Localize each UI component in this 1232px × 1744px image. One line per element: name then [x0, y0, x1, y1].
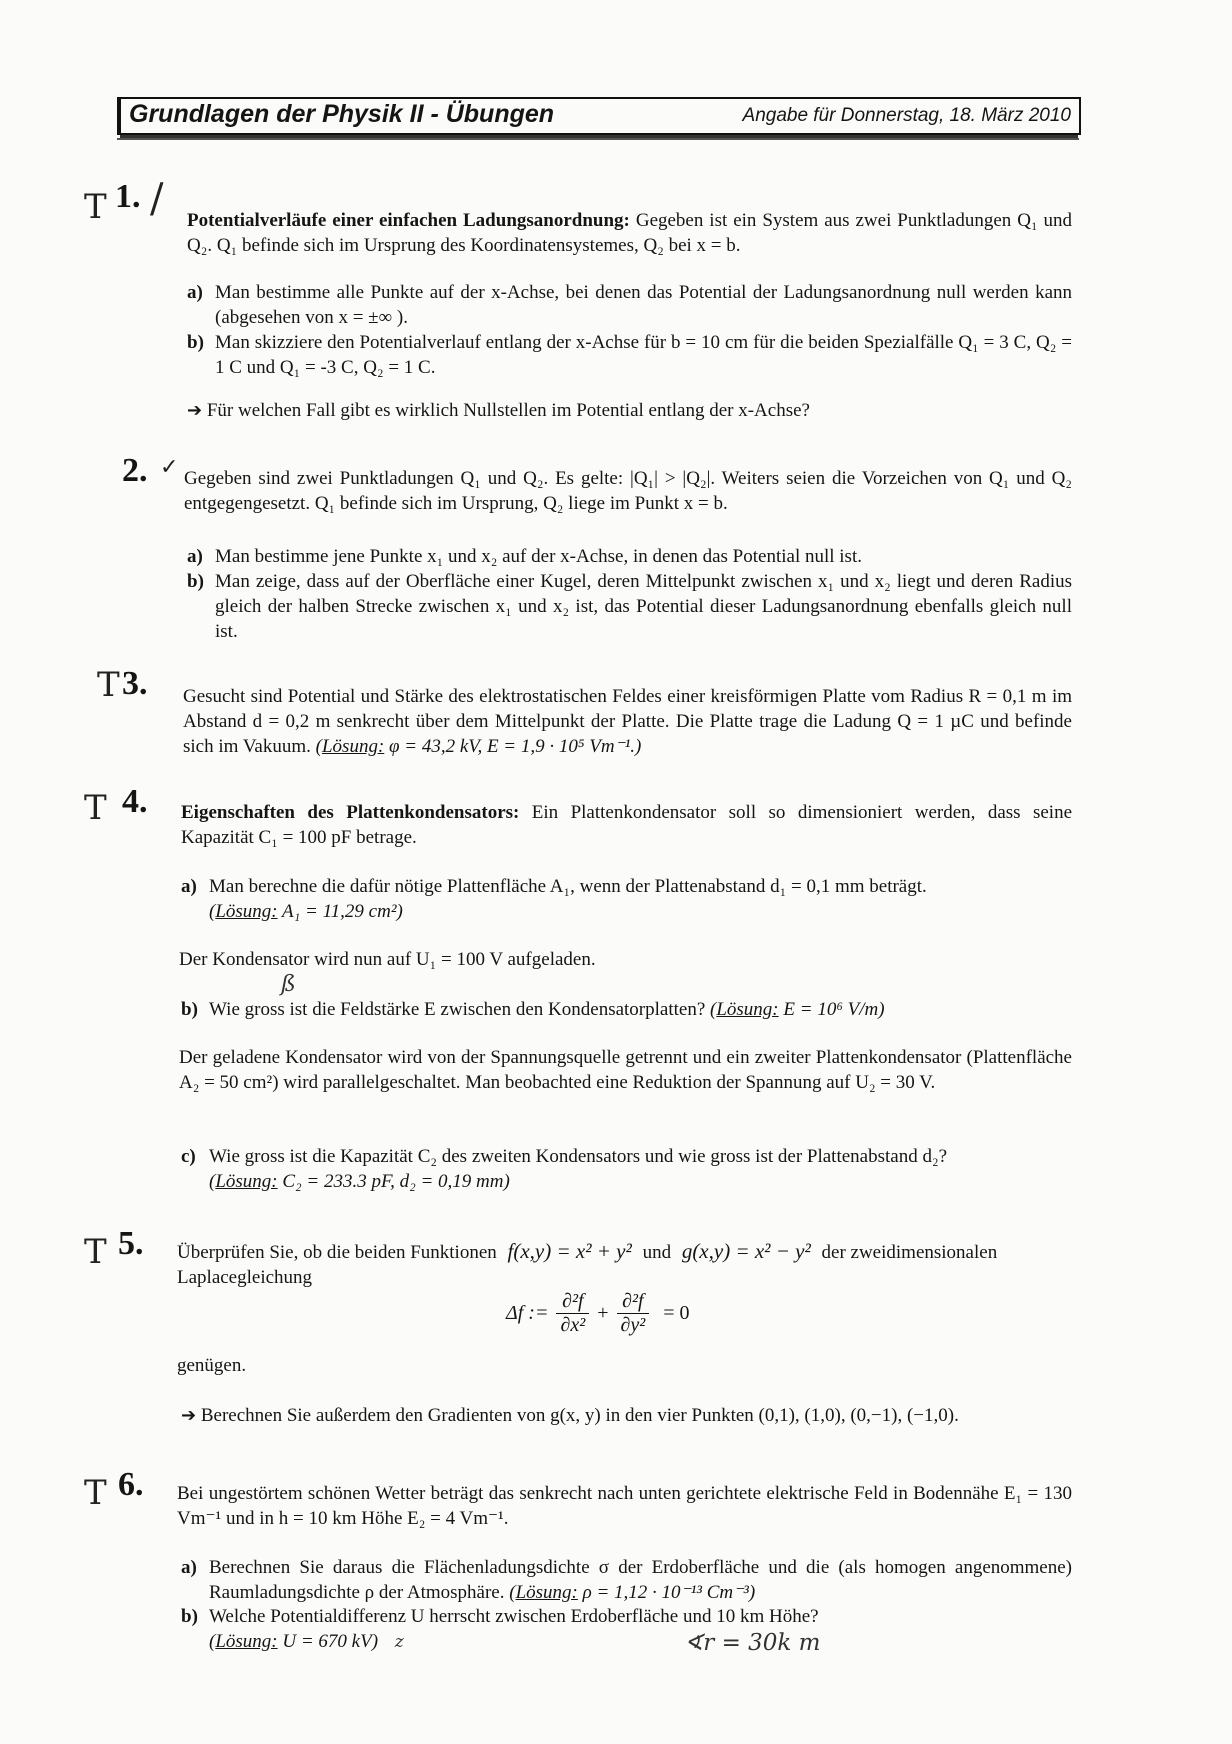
solution-label: Lösung: [215, 901, 278, 922]
arrow-icon: ➔ [181, 1405, 197, 1426]
numerator-2: ∂²f [617, 1290, 650, 1314]
problem-6-a-text: Berechnen Sie daraus die Flächenladungsdichte σ der Erdoberfläche und die (als homogen angenommene) Raumladungsdichte ρ der Atmosphäre. [209, 1557, 1072, 1603]
problem-3-solution: φ = 43,2 kV, E = 1,9 · 10⁵ Vm⁻¹. [389, 736, 636, 757]
problem-3-body: Gesucht sind Potential und Stärke des elektrostatischen Feldes einer kreisförmigen Platte vom Radius R = 0,1 m im Abstand d = 0,2 m senkrecht über dem Mittelpunkt der Platte. Die Platte trage die Ladung Q = 1 µC und befinde sich im Vakuum. [183, 686, 1072, 757]
problem-4-a-solution: A₁ = 11,29 cm² [282, 901, 397, 922]
problem-5-number: 5. [118, 1225, 144, 1262]
problem-1-number: 1. [115, 178, 141, 215]
problem-2-part-a [187, 544, 1072, 569]
label-a: a) [187, 546, 203, 567]
plus-sign: + [597, 1302, 609, 1324]
label-a: a) [181, 1557, 197, 1578]
problem-2-part-b [187, 569, 1072, 644]
problem-1-b-text: Man skizziere den Potentialverlauf entlang der x-Achse für b = 10 cm für die beiden Spezialfälle Q₁ = 3 C, Q₂ = 1 C und Q₁ = -3 C, Q₂ = 1 C. [215, 332, 1072, 378]
function-g: g(x,y) = x² − y² [681, 1239, 811, 1263]
problem-3-number: 3. [122, 665, 148, 702]
problem-4-c-solution: C₂ = 233.3 pF, d₂ = 0,19 mm [282, 1171, 504, 1192]
solution-label: Lösung: [215, 1171, 278, 1192]
t-mark: T [84, 788, 107, 828]
label-c: c) [181, 1146, 196, 1167]
problem-5-text3: Laplacegleichung [177, 1267, 313, 1288]
denominator-y: ∂y² [620, 1314, 646, 1336]
problem-4-intro [181, 800, 1072, 850]
problem-1-text: Gegeben ist ein System aus zwei Punktladungen Q₁ und Q₂. Q₁ befinde sich im Ursprung des Koordinatensystemes, Q₂ bei x = b. [187, 210, 1073, 256]
problem-4-part-b: b) Wie gross ist die Feldstärke E zwischen den Kondensatorplatten? (Lösung: E = 10⁶ V/m) [181, 999, 885, 1020]
problem-6-number: 6. [118, 1466, 144, 1503]
solution-label: Lösung: [215, 1631, 278, 1652]
label-a: a) [181, 876, 197, 897]
problem-4-b-text: Wie gross ist die Feldstärke E zwischen den Kondensatorplatten? [209, 999, 706, 1020]
problem-6-b-solution: U = 670 kV [282, 1631, 372, 1652]
check-mark: / [150, 176, 164, 222]
label-a: a) [187, 282, 203, 303]
problem-4-mid2: Der geladene Kondensator wird von der Spannungsquelle getrennt und ein zweiter Plattenkondensator (Plattenfläche A₂ = 50 cm²) wird parallelgeschaltet. Man beobachted eine Reduktion der Spannung auf U₂ = 30 V. [179, 1047, 1072, 1093]
problem-5-text2: der zweidimensionalen [821, 1242, 998, 1263]
problem-4-b-solution: E = 10⁶ V/m [783, 999, 879, 1020]
label-b: b) [187, 332, 204, 353]
t-mark: T [97, 665, 120, 705]
function-f: f(x,y) = x² + y² [507, 1239, 632, 1263]
problem-5-intro [177, 1239, 1072, 1290]
label-b: b) [181, 999, 198, 1020]
problem-2-a-text: Man bestimme jene Punkte x₁ und x₂ auf der x-Achse, in denen das Potential null ist. [215, 546, 862, 567]
arrow-icon: ➔ [187, 400, 203, 421]
problem-4-text: Ein Plattenkondensator soll so dimensioniert werden, dass seine Kapazität C₁ = 100 pF betrage. [181, 802, 1072, 848]
problem-2-number: 2. [122, 452, 148, 489]
problem-5-question [181, 1403, 1072, 1428]
problem-6-a-solution: ρ = 1,12 · 10⁻¹³ Cm⁻³ [582, 1582, 749, 1603]
problem-3-text: Gesucht sind Potential und Stärke des elektrostatischen Feldes einer kreisförmigen Platte vom Radius R = 0,1 m im Abstand d = 0,2 m senkrecht über dem Mittelpunkt der Platte. Die Platte trage die Ladung Q = 1 µC und befinde sich im Vakuum. (Lösung: φ = 43,2 kV, E = 1,9 · 10⁵ Vm⁻¹.) [183, 686, 1072, 757]
solution-label: Lösung: [515, 1582, 578, 1603]
solution-label: Lösung: [716, 999, 779, 1020]
label-b: b) [187, 571, 204, 592]
problem-4-number: 4. [122, 783, 148, 820]
sheet-date: Angabe für Donnerstag, 18. März 2010 [742, 105, 1071, 126]
t-mark: T [84, 1473, 107, 1513]
problem-1-part-b [187, 330, 1072, 380]
problem-4-mid1: Der Kondensator wird nun auf U₁ = 100 V aufgeladen. [179, 949, 596, 970]
sheet-title: Grundlagen der Physik II - Übungen [129, 100, 555, 128]
problem-1-heading: Potentialverläufe einer einfachen Ladungsanordnung: [187, 210, 630, 231]
denominator-x: ∂x² [560, 1314, 586, 1336]
problem-6-part-b: b) Welche Potentialdifferenz U herrscht zwischen Erdoberfläche und 10 km Höhe? (Lösung: U = 670 kV) z [181, 1606, 819, 1652]
problem-5-text1: Überprüfen Sie, ob die beiden Funktionen [177, 1242, 497, 1263]
problem-1-question [187, 398, 1072, 423]
problem-5-question-text: Berechnen Sie außerdem den Gradienten von g(x, y) in den vier Punkten (0,1), (1,0), (0,−1), (−1,0). [200, 1405, 959, 1426]
problem-6-b-text: Welche Potentialdifferenz U herrscht zwischen Erdoberfläche und 10 km Höhe? [209, 1606, 819, 1627]
problem-4-part-c: c) Wie gross ist die Kapazität C₂ des zweiten Kondensators und wie gross ist der Plattenabstand d₂? (Lösung: C₂ = 233.3 pF, d₂ = 0,19 mm) [181, 1146, 948, 1192]
t-mark: T [84, 1232, 107, 1272]
problem-2-intro: Gegeben sind zwei Punktladungen Q₁ und Q₂. Es gelte: |Q₁| > |Q₂|. Weiters seien die Vorzeichen von Q₁ und Q₂ entgegengesetzt. Q₁ befinde sich im Ursprung, Q₂ liege im Punkt x = b. [184, 468, 1072, 514]
problem-1-a-text: Man bestimme alle Punkte auf der x-Achse, bei denen das Potential der Ladungsanordnung null werden kann (abgesehen von x = ±∞ ). [215, 282, 1072, 328]
problem-6-text: Bei ungestörtem schönen Wetter beträgt das senkrecht nach unten gerichtete elektrische Feld in Bodennähe E₁ = 130 Vm⁻¹ und in h = 10 km Höhe E₂ = 4 Vm⁻¹. [177, 1483, 1072, 1529]
problem-5-und: und [642, 1242, 672, 1263]
problem-4-part-a: a) Man berechne die dafür nötige Plattenfläche A₁, wenn der Plattenabstand d₁ = 0,1 mm beträgt. (Lösung: A₁ = 11,29 cm²) [181, 876, 927, 922]
beta-note: ß [281, 972, 296, 997]
problem-1-intro [187, 208, 1072, 258]
problem-5-genuegen: genügen. [177, 1355, 247, 1376]
check-mark-icon: ✓ [160, 455, 179, 480]
laplace-lhs: Δf := [506, 1302, 549, 1324]
problem-2-b-text: Man zeige, dass auf der Oberfläche einer Kugel, deren Mittelpunkt zwischen x₁ und x₂ liegt und deren Radius gleich der halben Strecke zwischen x₁ und x₂ ist, das Potential dieser Ladungsanordnung ebenfalls gleich null ist. [215, 571, 1072, 642]
problem-1-part-a [187, 280, 1072, 330]
laplace-rhs: = 0 [663, 1302, 690, 1324]
numerator-1: ∂²f [556, 1290, 589, 1314]
header-rule [117, 138, 1079, 140]
t-mark: T [84, 187, 107, 227]
problem-4-c-text: Wie gross ist die Kapazität C₂ des zweiten Kondensators und wie gross ist der Plattenabstand d₂? [209, 1146, 948, 1167]
margin-z-note: z [394, 1632, 404, 1652]
problem-4-a-text: Man berechne die dafür nötige Plattenfläche A₁, wenn der Plattenabstand d₁ = 0,1 mm beträgt. [209, 876, 927, 897]
laplace-equation [506, 1290, 690, 1337]
header-box [117, 97, 1081, 135]
problem-1-question-text: Für welchen Fall gibt es wirklich Nullstellen im Potential entlang der x-Achse? [206, 400, 810, 421]
handwritten-note: ∢r = 30k m [684, 1630, 821, 1656]
problem-6-part-a: a) Berechnen Sie daraus die Flächenladungsdichte σ der Erdoberfläche und die (als homogen angenommene) Raumladungsdichte ρ der Atmosphäre. (Lösung: ρ = 1,12 · 10⁻¹³ Cm⁻³) [181, 1557, 1072, 1603]
label-b: b) [181, 1606, 198, 1627]
solution-label: Lösung: [321, 736, 385, 757]
problem-4-heading: Eigenschaften des Plattenkondensators: [181, 802, 520, 823]
